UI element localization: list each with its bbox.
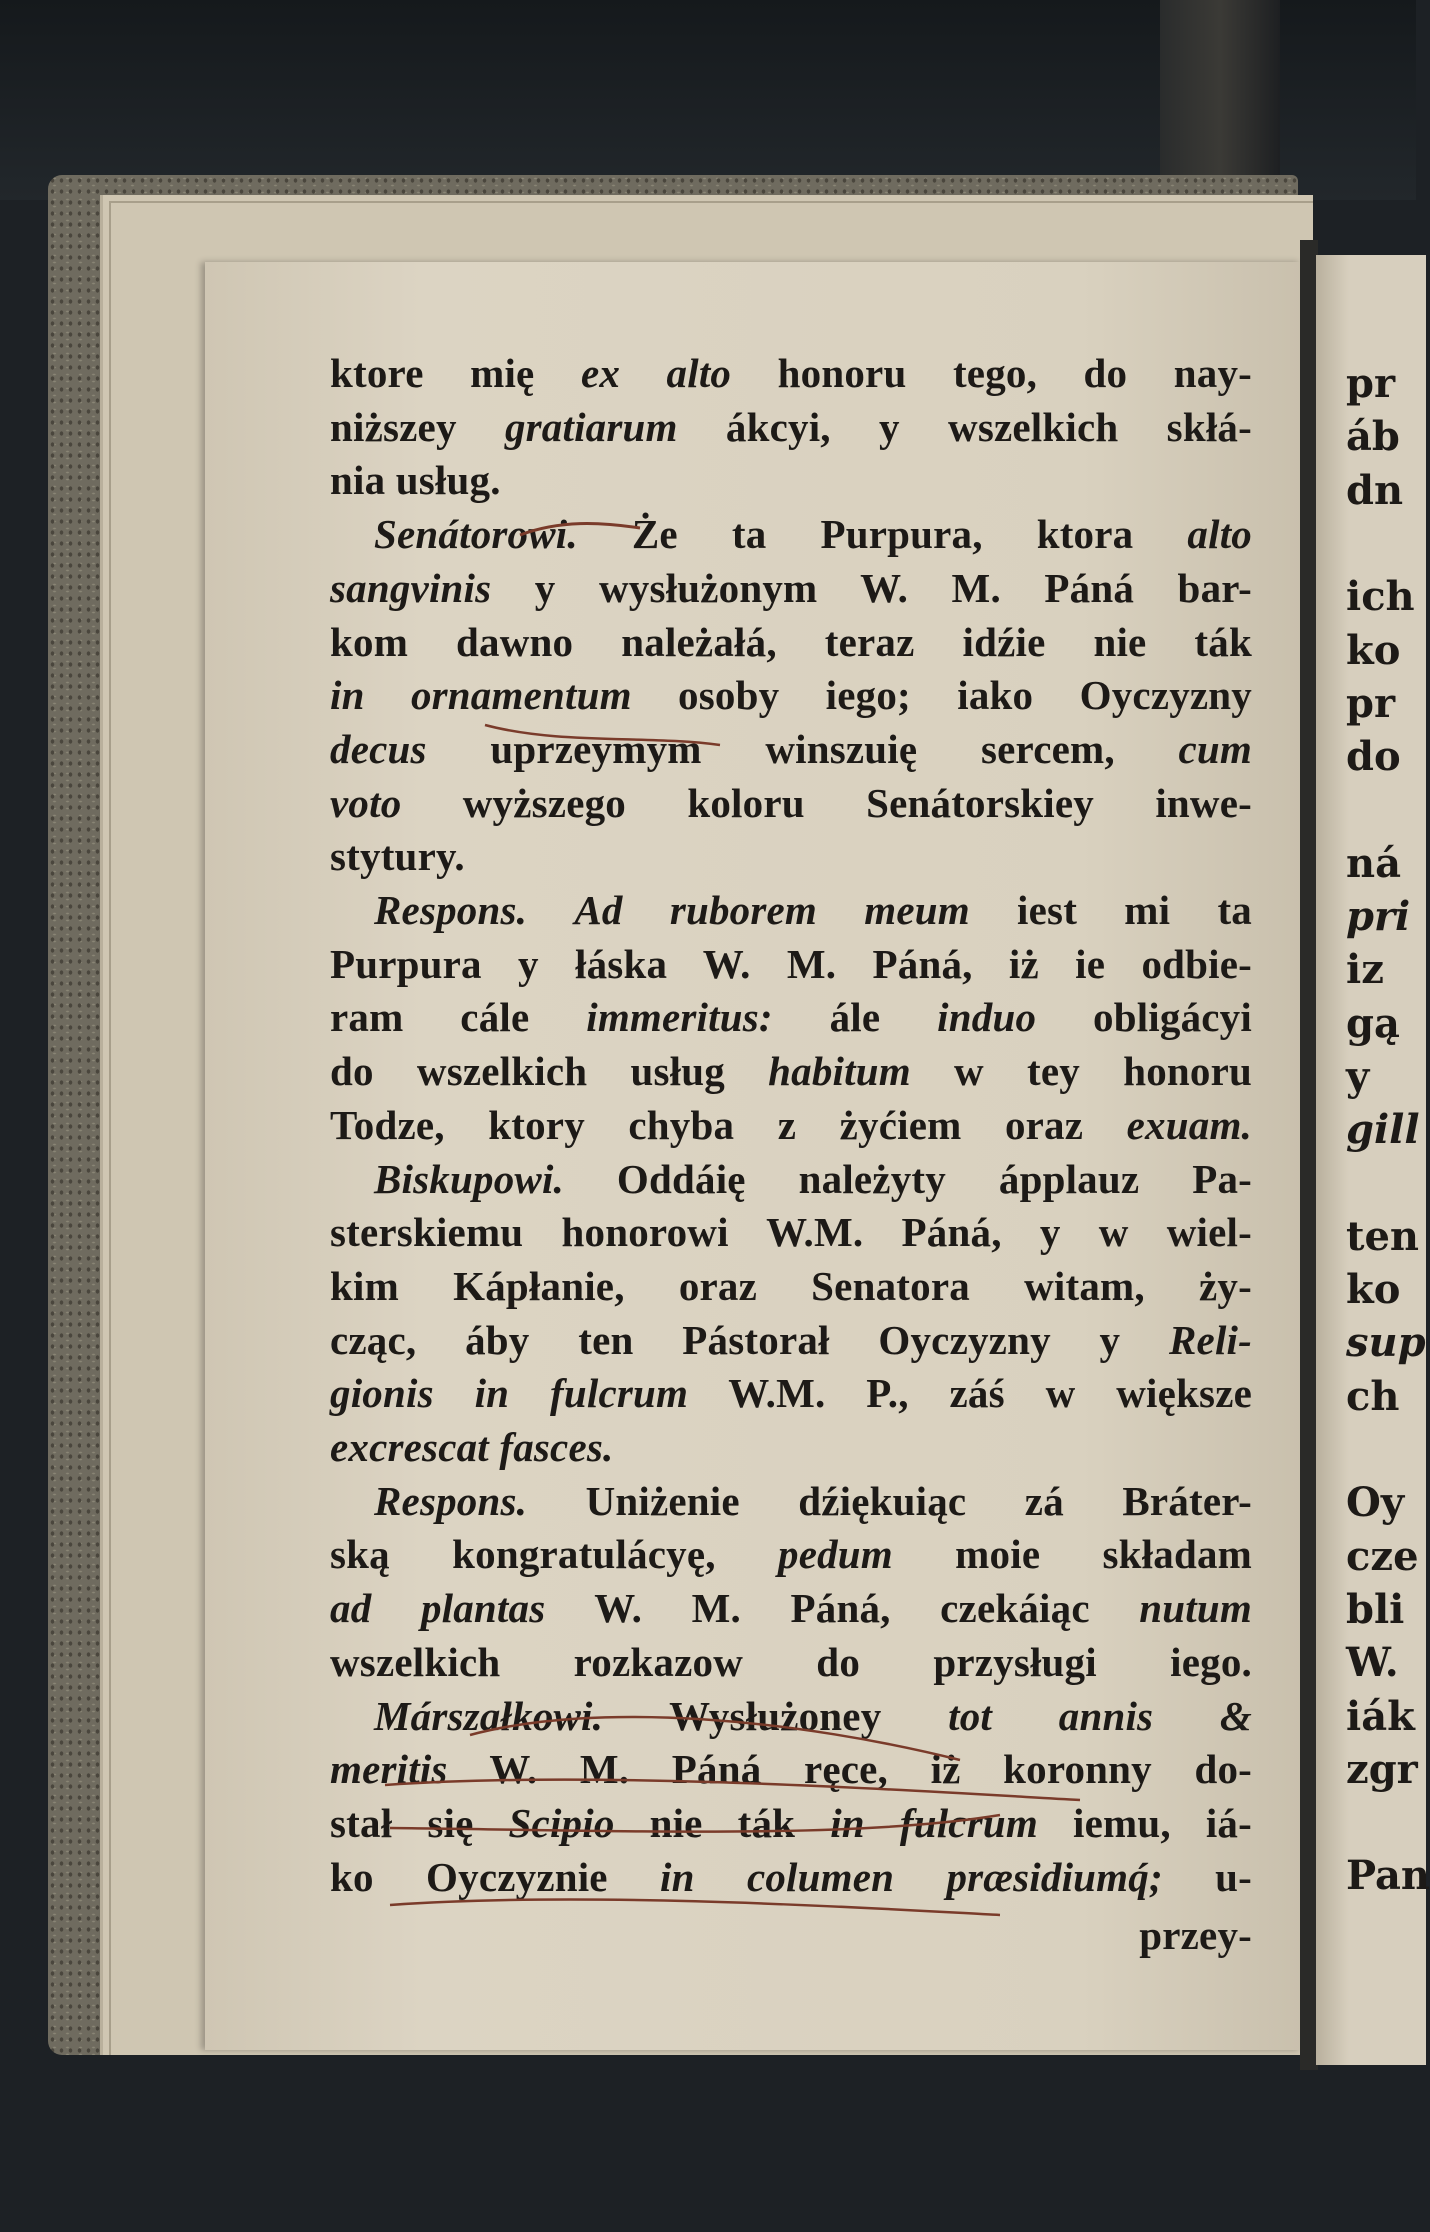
text-segment: W.M. P., záś w większe (688, 1370, 1252, 1417)
text-line (330, 722, 1252, 776)
text-segment: do wszelkich usług (330, 1048, 769, 1095)
text-line (330, 990, 1252, 1044)
text-segment (527, 887, 574, 933)
text-segment: cząc, áby ten Pástorał Oyczyzny y (330, 1316, 1170, 1363)
text-segment: W. M. Páná, czekáiąc (545, 1585, 1140, 1632)
text-segment: kim Kápłanie, oraz Senatora witam, ży- (330, 1262, 1252, 1309)
text-segment: Oddáię należyty ápplauz Pa- (563, 1155, 1252, 1202)
right-page-fragment: do (1346, 733, 1401, 781)
text-segment: Todze, ktory chyba z żyćiem oraz (330, 1101, 1127, 1148)
text-line (330, 1850, 1252, 1904)
text-segment: y wysłużonym W. M. Páná bar- (491, 564, 1252, 611)
italic-latin-phrase: in columen præsidiumq́; (660, 1853, 1163, 1900)
text-line (330, 1098, 1252, 1152)
italic-latin-phrase: Ad ruborem meum (574, 887, 970, 933)
right-page-fragment: áb (1346, 413, 1400, 461)
right-page-fragment: pri (1346, 893, 1411, 940)
italic-latin-phrase: excrescat fasces. (330, 1424, 614, 1470)
text-segment: kom dawno należałá, teraz idźie nie ták (330, 618, 1252, 665)
text-segment: stał się (330, 1799, 509, 1846)
text-segment: ktore mię (330, 350, 581, 396)
right-page-fragment: gill (1346, 1106, 1420, 1154)
right-page-fragment: Oy (1346, 1479, 1405, 1527)
text-segment: uprzeymym winszuię sercem, (426, 725, 1179, 772)
text-segment: ále (772, 994, 938, 1041)
text-line (330, 1259, 1252, 1313)
italic-latin-phrase: tot annis & (948, 1692, 1252, 1739)
italic-latin-phrase: sangvinis (330, 564, 492, 611)
text-line (330, 668, 1252, 722)
text-segment: w tey honoru (910, 1048, 1252, 1095)
text-segment: Purpura y łáska W. M. Páná, iż ie odbie- (330, 940, 1252, 987)
text-segment: nie ták (614, 1799, 831, 1846)
text-line (330, 1366, 1252, 1420)
italic-latin-phrase: nutum (1139, 1585, 1252, 1632)
text-line (330, 829, 1252, 883)
right-page-fragment: ich (1346, 573, 1415, 621)
italic-latin-phrase: decus (330, 725, 427, 772)
right-page-fragment: iz (1346, 946, 1384, 994)
right-page-fragment: dn (1346, 466, 1404, 514)
italic-latin-phrase: in ornamentum (330, 672, 632, 719)
text-line (330, 1044, 1252, 1098)
italic-latin-phrase: alto (1187, 511, 1252, 558)
italic-latin-phrase: voto (330, 779, 402, 826)
text-line (330, 507, 1252, 561)
text-line (330, 453, 1252, 507)
text-segment: moie składam (892, 1531, 1252, 1578)
text-line (330, 1152, 1252, 1206)
italic-latin-phrase: Respons. (374, 1477, 528, 1524)
text-line (330, 1742, 1252, 1796)
right-page-fragment: gą (1346, 999, 1400, 1047)
text-segment: iemu, iá- (1037, 1799, 1252, 1846)
text-segment: wszelkich rozkazow do przysługi iego. (330, 1638, 1252, 1685)
text-line (330, 1420, 1252, 1474)
text-line (330, 1205, 1252, 1259)
italic-latin-phrase: exuam. (1126, 1101, 1252, 1148)
italic-latin-phrase: Biskupowi. (374, 1155, 564, 1202)
italic-latin-phrase: gionis in fulcrum (330, 1370, 689, 1417)
text-line (330, 615, 1252, 669)
italic-latin-phrase: pedum (778, 1531, 893, 1578)
right-page-fragment: zgr (1346, 1745, 1418, 1793)
italic-latin-phrase: immeritus: (586, 994, 773, 1041)
text-line (330, 1581, 1252, 1635)
right-page-fragment: pr (1346, 679, 1396, 727)
text-segment: niższey (330, 403, 505, 450)
text-segment: osoby iego; iako Oyczyzny (631, 672, 1252, 719)
italic-latin-phrase: induo (937, 994, 1037, 1041)
italic-latin-phrase: Scipio (508, 1799, 615, 1846)
text-segment: Uniżenie dźiękuiąc zá Bráter- (527, 1477, 1252, 1524)
italic-latin-phrase: in fulcrum (830, 1799, 1038, 1846)
text-line (330, 1527, 1252, 1581)
text-line (330, 776, 1252, 830)
text-segment: u- (1162, 1853, 1252, 1900)
italic-latin-phrase: Márszałkowi. (374, 1692, 604, 1739)
text-line (330, 1796, 1252, 1850)
right-page (1316, 255, 1426, 2065)
italic-latin-phrase: Reli- (1169, 1316, 1252, 1363)
italic-latin-phrase: cum (1178, 725, 1252, 772)
italic-latin-phrase: Respons. (374, 887, 528, 933)
right-page-fragment: ná (1346, 839, 1401, 887)
italic-latin-phrase: meritis (330, 1746, 448, 1793)
text-segment: honoru tego, do nay- (731, 350, 1252, 396)
text-segment: Wysłużoney (603, 1692, 949, 1739)
text-segment: stytury. (330, 833, 465, 880)
right-page-fragment: iák (1346, 1692, 1415, 1740)
text-line (330, 937, 1252, 991)
text-line (330, 346, 1252, 400)
right-page-fragment: sup (1346, 1319, 1426, 1367)
right-page-fragment: ten (1346, 1212, 1420, 1260)
text-line (330, 883, 1252, 937)
text-segment: ákcyi, y wszelkich skłá- (677, 403, 1252, 450)
italic-latin-phrase: gratiarum (504, 403, 678, 450)
text-line (330, 1313, 1252, 1367)
italic-latin-phrase: habitum (768, 1048, 911, 1095)
right-page-fragment: Pan (1346, 1852, 1430, 1900)
catchword: przey- (1139, 1912, 1252, 1958)
right-page-fragment: ko (1346, 626, 1401, 674)
text-segment: Że ta Purpura, ktora (577, 511, 1188, 558)
text-segment: wyższego koloru Senátorskiey inwe- (401, 779, 1252, 826)
text-segment: ram cále (330, 994, 587, 1041)
text-line (330, 1635, 1252, 1689)
right-page-fragment: cze (1346, 1532, 1419, 1580)
text-segment: W. M. Páná ręce, iż koronny do- (447, 1746, 1252, 1793)
right-page-fragment: ko (1346, 1266, 1401, 1314)
text-line (330, 561, 1252, 615)
right-page-fragment: y (1346, 1052, 1370, 1100)
right-page-fragment: W. (1346, 1639, 1399, 1687)
text-segment: nia usług. (330, 457, 501, 504)
text-segment: sterskiemu honorowi W.M. Páná, y w wiel- (330, 1209, 1252, 1256)
italic-latin-phrase: Senátorowi. (374, 511, 578, 558)
text-segment: ko Oyczyznie (330, 1853, 661, 1900)
right-page-fragment: bli (1346, 1585, 1405, 1633)
right-page-fragment: ch (1346, 1372, 1400, 1420)
italic-latin-phrase: ad plantas (330, 1585, 546, 1632)
text-line (330, 1689, 1252, 1743)
text-segment: obligácyi (1036, 994, 1252, 1041)
text-segment: iest mi ta (969, 887, 1252, 933)
text-line (330, 1474, 1252, 1528)
right-page-fragment: pr (1346, 360, 1396, 407)
italic-latin-phrase: ex alto (580, 350, 732, 396)
text-line (330, 400, 1252, 454)
text-segment: ską kongratulácyę, (330, 1531, 778, 1578)
